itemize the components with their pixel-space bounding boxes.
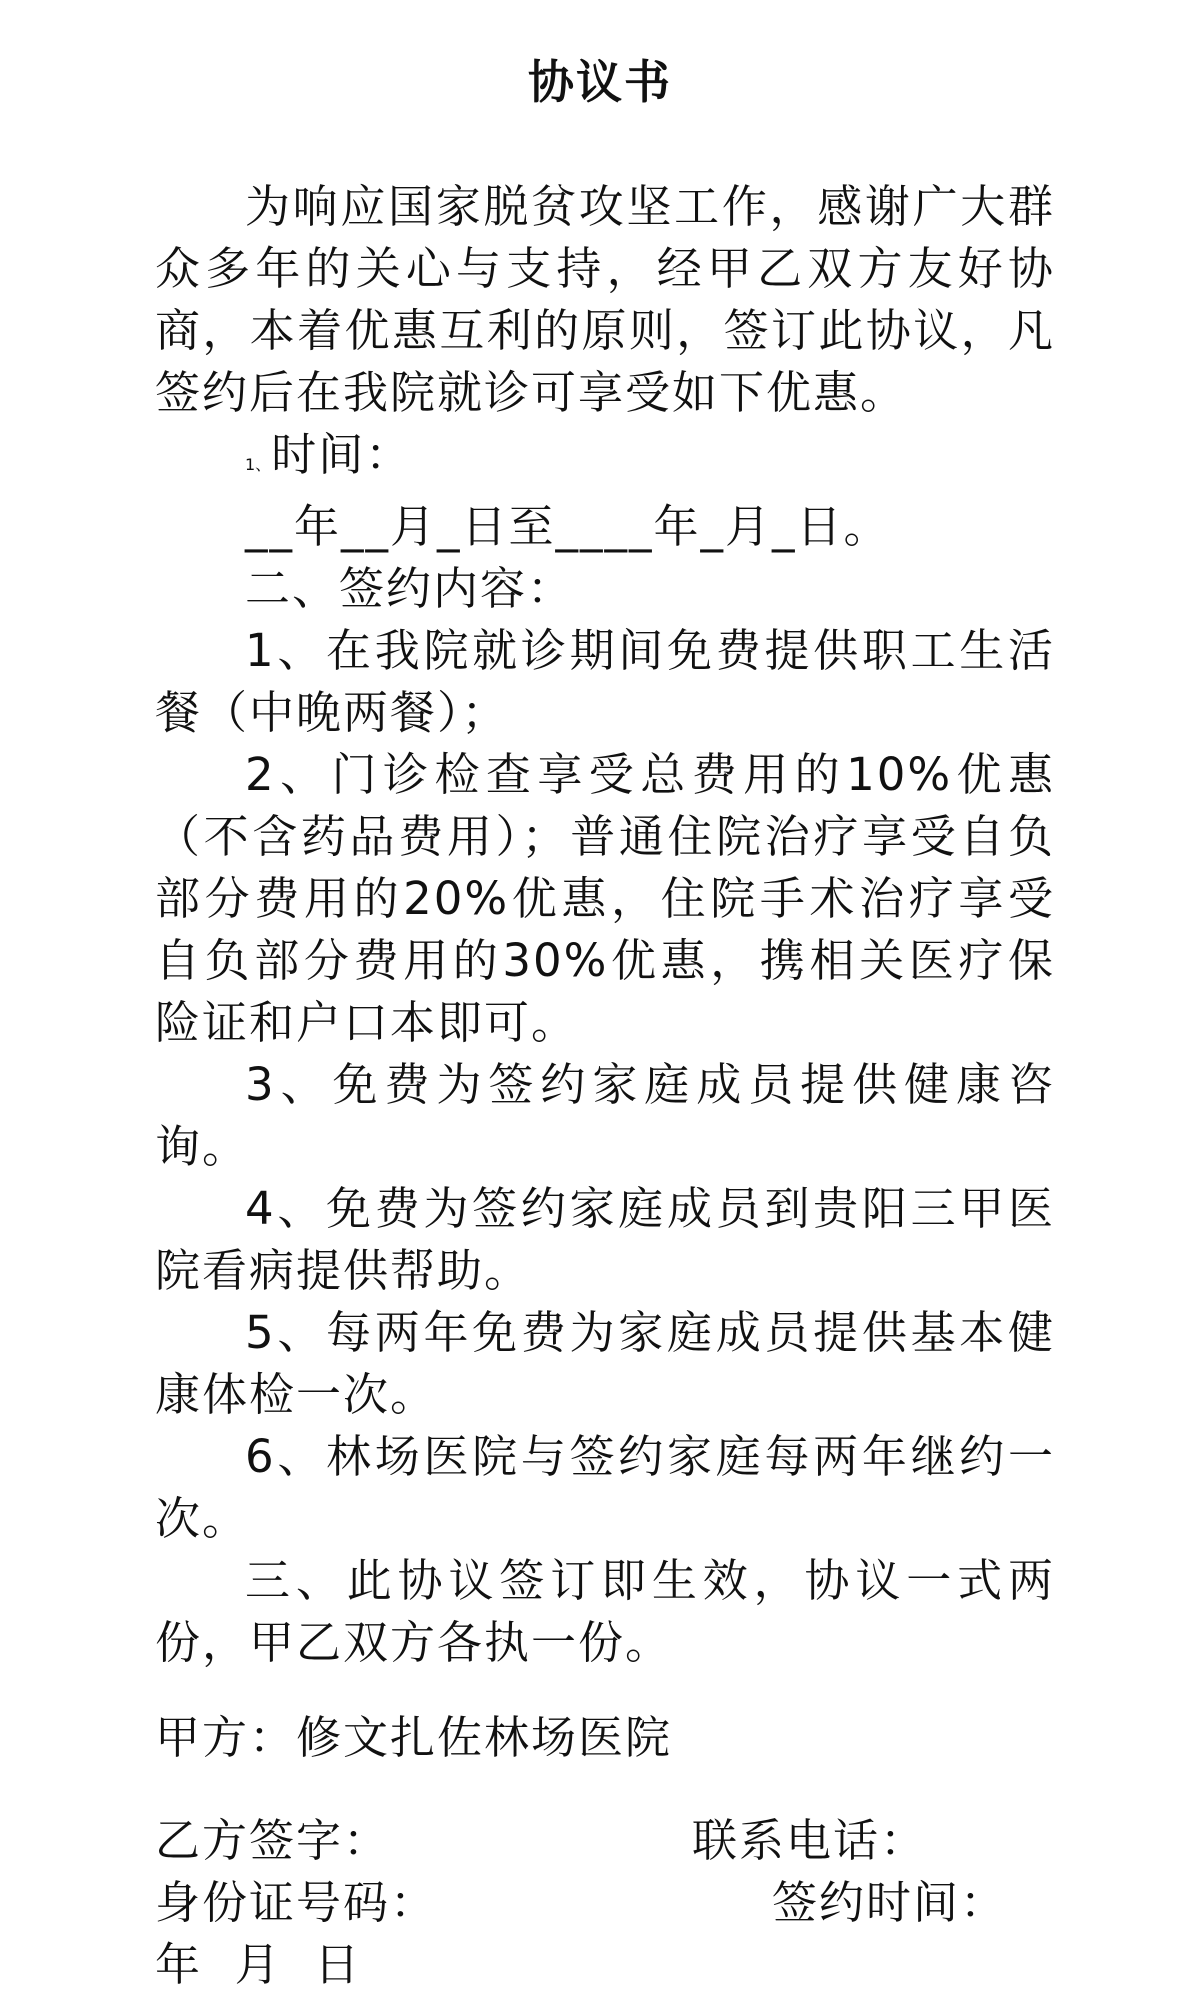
section-2-heading: 二、签约内容： — [245, 562, 575, 615]
document-title: 协议书 — [528, 55, 672, 109]
section-1-number: 1、 — [245, 455, 272, 474]
agreement-item: 3、免费为签约家庭成员提供健康咨询。 — [155, 1058, 1055, 1173]
date-line: 年 月 日 — [155, 1938, 362, 1991]
section-3-paragraph: 三、此协议签订即生效，协议一式两份，甲乙双方各执一份。 — [155, 1554, 1055, 1669]
agreement-item: 1、在我院就诊期间免费提供职工生活餐（中晚两餐）； — [155, 624, 1055, 739]
time-range-line: __年__月_日至____年_月_日。 — [245, 500, 891, 553]
agreement-item: 5、每两年免费为家庭成员提供基本健康体检一次。 — [155, 1306, 1055, 1421]
party-b-signature-label: 乙方签字： — [155, 1814, 391, 1867]
contact-phone-label: 联系电话： — [692, 1814, 928, 1867]
agreement-item: 4、免费为签约家庭成员到贵阳三甲医院看病提供帮助。 — [155, 1182, 1055, 1297]
sign-time-label: 签约时间： — [772, 1876, 1008, 1929]
id-number-label: 身份证号码： — [155, 1876, 438, 1929]
agreement-item: 2、门诊检查享受总费用的10%优惠（不含药品费用）；普通住院治疗享受自负部分费用的20%优惠，住院手术治疗享受自负部分费用的30%优惠，携相关医疗保险证和户口本即可。 — [155, 748, 1055, 1049]
party-a-line: 甲方：修文扎佐林场医院 — [155, 1711, 673, 1764]
section-1-time — [155, 424, 1055, 496]
intro-paragraph: 为响应国家脱贫攻坚工作，感谢广大群众多年的关心与支持，经甲乙双方友好协商，本着优惠互利的原则，签订此协议，凡签约后在我院就诊可享受如下优惠。 — [155, 180, 1055, 419]
agreement-body — [155, 176, 1055, 1674]
section-1-label: 时间： — [271, 428, 413, 481]
agreement-item: 6、林场医院与签约家庭每两年继约一次。 — [155, 1430, 1055, 1545]
